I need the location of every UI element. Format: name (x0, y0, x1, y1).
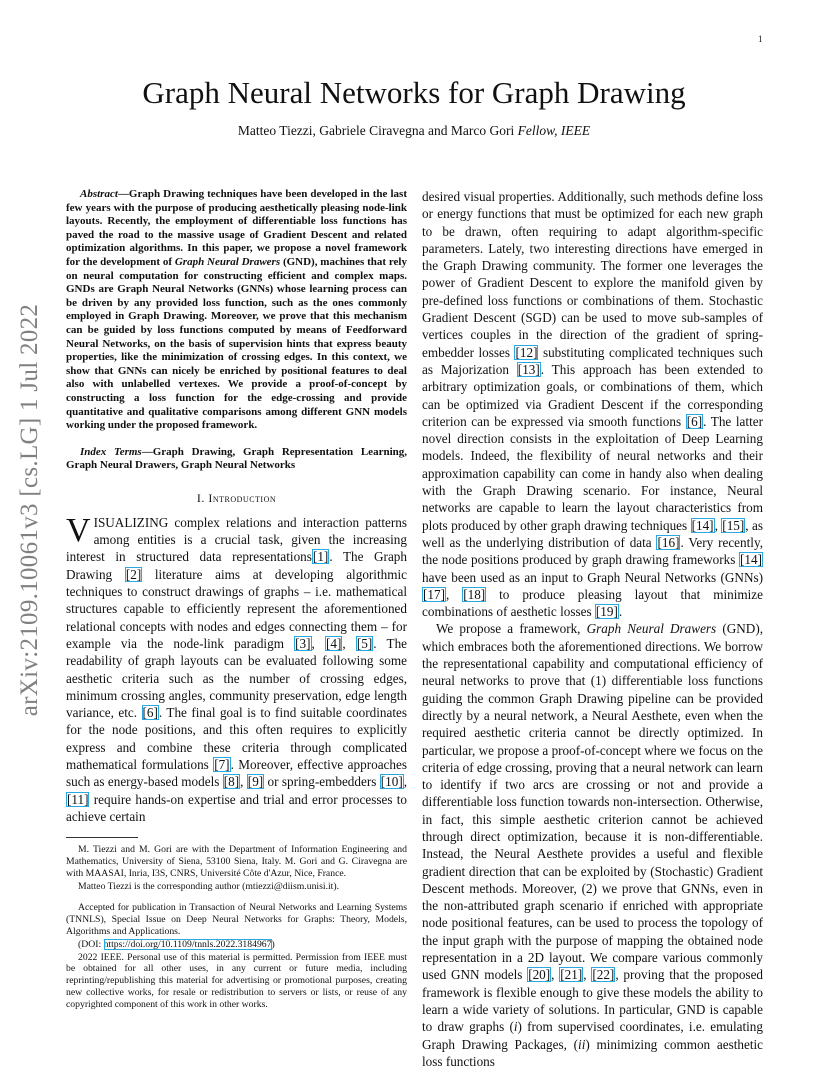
citation-link[interactable]: [8] (223, 774, 240, 790)
intro-text: . The Graph Drawing (66, 549, 407, 582)
intro-text: ISUALIZING complex relations and interaction patterns among entities is a crucial task, given the increasing interest in structured data representations (66, 514, 407, 565)
intro-paragraph-continued (422, 188, 763, 620)
citation-link[interactable]: [12] (515, 344, 538, 360)
citation-link[interactable]: [6] (686, 413, 703, 429)
footnote-acceptance: Accepted for publication in Transaction of Neural Networks and Learning Systems (TNNLS), Special Issue on Deep Neural Networks for Graphs: Theory, Models, Algorithms and Applications. (66, 902, 407, 937)
section-numeral: I. (196, 490, 209, 505)
doi-link[interactable]: https://doi.org/10.1109/tnnls.2022.3184967 (103, 938, 272, 950)
footnote-affiliations: M. Tiezzi and M. Gori are with the Department of Information Engineering and Mathematics, University of Siena, 53100 Siena, Italy. M. Gori and G. Ciravegna are with MAASAI, Inria, I3S, CNRS, Université Côte d'Azur, Nice, France. (66, 844, 407, 879)
left-column (66, 188, 407, 1012)
body-text: desired visual properties. Additionally, such methods define loss or energy functions that must be optimized for each new graph to be drawn, often requiring to adapt algorithm-specific parameters. Lately, two interesting directions have emerged in the Graph Drawing community. The former one leverages the power of Gradient Descent to explore the manifold given by pre-defined loss functions or combinations of them. Stochastic Gradient Descent (SGD) can be used to move sub-samples of vertices couples in the direction of the gradient of spring-embedder losses (422, 189, 763, 360)
footnote-copyright: 2022 IEEE. Personal use of this material is permitted. Permission from IEEE must be obtained for all other uses, in any current or future media, including reprinting/republishing this material for advertising or promotional purposes, creating new collective works, for resale or redistribution to servers or lists, or reuse of any copyrighted component of this work in other works. (66, 951, 407, 1010)
doi-prefix: (DOI: (78, 938, 104, 950)
body-text: , as well as the underlying distribution of data (422, 517, 763, 550)
intro-text: . The readability of graph layouts can be evaluated following some aesthetic criteria such as the number of crossing edges, minimum crossing angles, community preservation, edge length variance, etc. (66, 635, 408, 721)
body-emphasis: ii (578, 1036, 586, 1052)
abstract (66, 188, 407, 433)
citation-link[interactable]: [16] (657, 534, 680, 550)
citation-link[interactable]: [15] (722, 517, 745, 533)
body-text: . This approach has been extended to arbitrary optimization goals, or combinations of them, which can be optimized via Gradient Descent if the corresponding criterion can be expressed via smooth functions (422, 361, 763, 429)
body-emphasis: Graph Neural Drawers (586, 621, 717, 637)
intro-text: . Moreover, effective approaches such as energy-based models (66, 757, 407, 790)
citation-link[interactable]: [22] (592, 967, 615, 983)
citation-link[interactable]: [1] (312, 549, 329, 565)
body-text: have been used as an input to Graph Neural Networks (GNNs) (422, 569, 763, 585)
citation-link[interactable]: [18] (463, 586, 486, 602)
body-text: to produce pleasing layout that minimize combinations of aesthetic losses (422, 586, 763, 620)
body-text: ) minimizing common aesthetic loss functions (422, 1036, 764, 1069)
footnote-corresponding-author: Matteo Tiezzi is the corresponding author (mtiezzi@diism.unisi.it). (78, 880, 340, 892)
citation-link[interactable]: [3] (295, 635, 311, 651)
body-text: , (551, 967, 560, 983)
body-text: We propose a framework, (436, 621, 587, 637)
footnotes (66, 844, 407, 1010)
intro-text: require hands-on expertise and trial and error processes to achieve certain (66, 791, 407, 824)
intro-text: or spring-embedders (264, 774, 380, 790)
framework-paragraph (422, 620, 763, 1070)
citation-link[interactable]: [14] (740, 552, 762, 568)
doi-suffix: ) (271, 938, 275, 950)
citation-link[interactable]: [14] (691, 517, 714, 533)
intro-text: , (342, 635, 356, 651)
citation-link[interactable]: [20] (528, 967, 551, 983)
section-title: Introduction (208, 490, 277, 505)
intro-text: , (311, 635, 326, 651)
body-text: (GND), which embraces both the aforementioned directions. We borrow the representational capability and computational efficiency of neural networks to prove that (1) differentiable loss functions guiding the common Graph Drawing pipeline can be provided directly by a neural network, a Neural Aesthete, even when the required aesthetic criteria cannot be directly optimized. In particular, we propose a proof-of-concept where we focus on the criteria of edge crossing, proving that a neural network can learn to identify if two arcs are crossing or not and provide a differentiable loss function towards non-intersection. Otherwise, in fact, this simple aesthetic criterion cannot be achieved through direct optimization, because it is non-differentiable. Instead, the Neural Aesthete provides a useful and flexible gradient direction that can be exploited by (Stochastic) Gradient Descent methods. Moreover, (2) we prove that GNNs, even in the non-attributed graph scenario if enriched with appropriate node positional features, can be used to process the topology of the input graph with the purpose of mapping the obtained node representation in a 2D layout. We compare various commonly used GNN models (422, 621, 764, 983)
body-emphasis: i (513, 1019, 518, 1035)
footnote-doi (66, 939, 407, 951)
citation-link[interactable]: [21] (560, 967, 583, 983)
abstract-text-2: (GND), machines that rely on neural computation for constructing efficient and complex maps. GNDs are Graph Neural Networks (GNNs) whose learning process can be driven by any provided loss function, such as the ones commonly employed in Graph Drawing. Moreover, we prove that this mechanism can be guided by loss functions computed by means of Feedforward Neural Networks, on the basis of supervision hints that express beauty properties, like the minimization of crossing edges. In this context, we show that GNNs can nicely be enriched by positional features to deal also with unlabelled vertexes. We provide a proof-of-concept by constructing a loss function for the edge-crossing and provide quantitative and qualitative comparisons among different GNN models working under the proposed framework. (66, 255, 407, 432)
citation-link[interactable]: [9] (247, 774, 264, 790)
abstract-label: Abstract (80, 188, 118, 200)
intro-text: literature aims at developing algorithmic techniques to construct drawings of graphs – i.e. mathematical structures capable to efficiently represent the aforementioned relational concepts with nodes and edges connecting them – for example via the node-link paradigm (66, 566, 407, 651)
page-number: 1 (758, 34, 763, 44)
citation-link[interactable]: [11] (67, 791, 89, 807)
author-line (60, 123, 768, 139)
footnote-divider (66, 837, 138, 838)
index-terms-text: —Graph Drawing, Graph Representation Learning, Graph Neural Drawers, Graph Neural Networks (66, 445, 407, 472)
right-column (422, 188, 763, 1070)
body-text: . Very recently, the node positions produced by graph drawing frameworks (422, 534, 763, 568)
index-terms (66, 446, 407, 473)
abstract-emphasis: Graph Neural Drawers (174, 255, 281, 268)
section-heading-introduction (66, 491, 407, 506)
citation-link[interactable]: [2] (125, 566, 142, 582)
citation-link[interactable]: [4] (326, 635, 342, 651)
body-text: , (445, 586, 463, 602)
citation-link[interactable]: [10] (380, 774, 403, 790)
arxiv-stamp (8, 300, 52, 720)
body-text: , (583, 967, 592, 983)
author-names: Matteo Tiezzi, Gabriele Ciravegna and Marco Gori (237, 123, 515, 138)
body-text: , proving that the proposed framework is flexible enough to give these models the ability to learn a wide variety of solutions. In particular, GND is capable to draw graphs ( (422, 967, 764, 1035)
author-fellowship: Fellow, IEEE (517, 123, 591, 138)
intro-text: , (240, 774, 247, 790)
citation-link[interactable]: [6] (142, 705, 158, 721)
citation-link[interactable]: [7] (214, 757, 230, 773)
intro-text: , (403, 774, 408, 790)
citation-link[interactable]: [17] (423, 586, 445, 602)
drop-cap: V (66, 511, 91, 549)
citation-link[interactable]: [13] (517, 361, 540, 377)
citation-link[interactable]: [19] (595, 604, 618, 620)
body-text: ) from supervised coordinates, i.e. emulating Graph Drawing Packages, ( (422, 1019, 763, 1052)
intro-text: . The final goal is to find suitable coordinates for the node positions, and this often requires to explicitly express and combine these criteria through complicated mathematical formulations (66, 705, 407, 773)
index-terms-label: Index Terms (80, 445, 142, 458)
intro-paragraph (66, 511, 408, 825)
body-text: . The latter novel direction consists in the exploitation of Deep Learning models. Indeed, the flexibility of neural networks and their approximation capability can come in handy also when dealing with the Graph Drawing scenario. For instance, Neural networks are capable to learn the layout characteristics from plots produced by other graph drawing techniques (422, 413, 763, 533)
abstract-text-1: —Graph Drawing techniques have been developed in the last few years with the purpose of producing aesthetically pleasing node-link layouts. Recently, the employment of differentiable loss functions has paved the road to the massive usage of Gradient Descent and related optimization algorithms. In this paper, we propose a novel framework for the development of (66, 188, 407, 268)
citation-link[interactable]: [5] (356, 635, 373, 651)
body-text: substituting complicated techniques such as Majorization (422, 344, 763, 377)
arxiv-stamp-text: arXiv:2109.10061v3 [cs.LG] 1 Jul 2022 (16, 303, 43, 717)
body-text: , (714, 517, 722, 533)
paper-title: Graph Neural Networks for Graph Drawing (142, 75, 686, 110)
body-text: . (618, 604, 623, 620)
